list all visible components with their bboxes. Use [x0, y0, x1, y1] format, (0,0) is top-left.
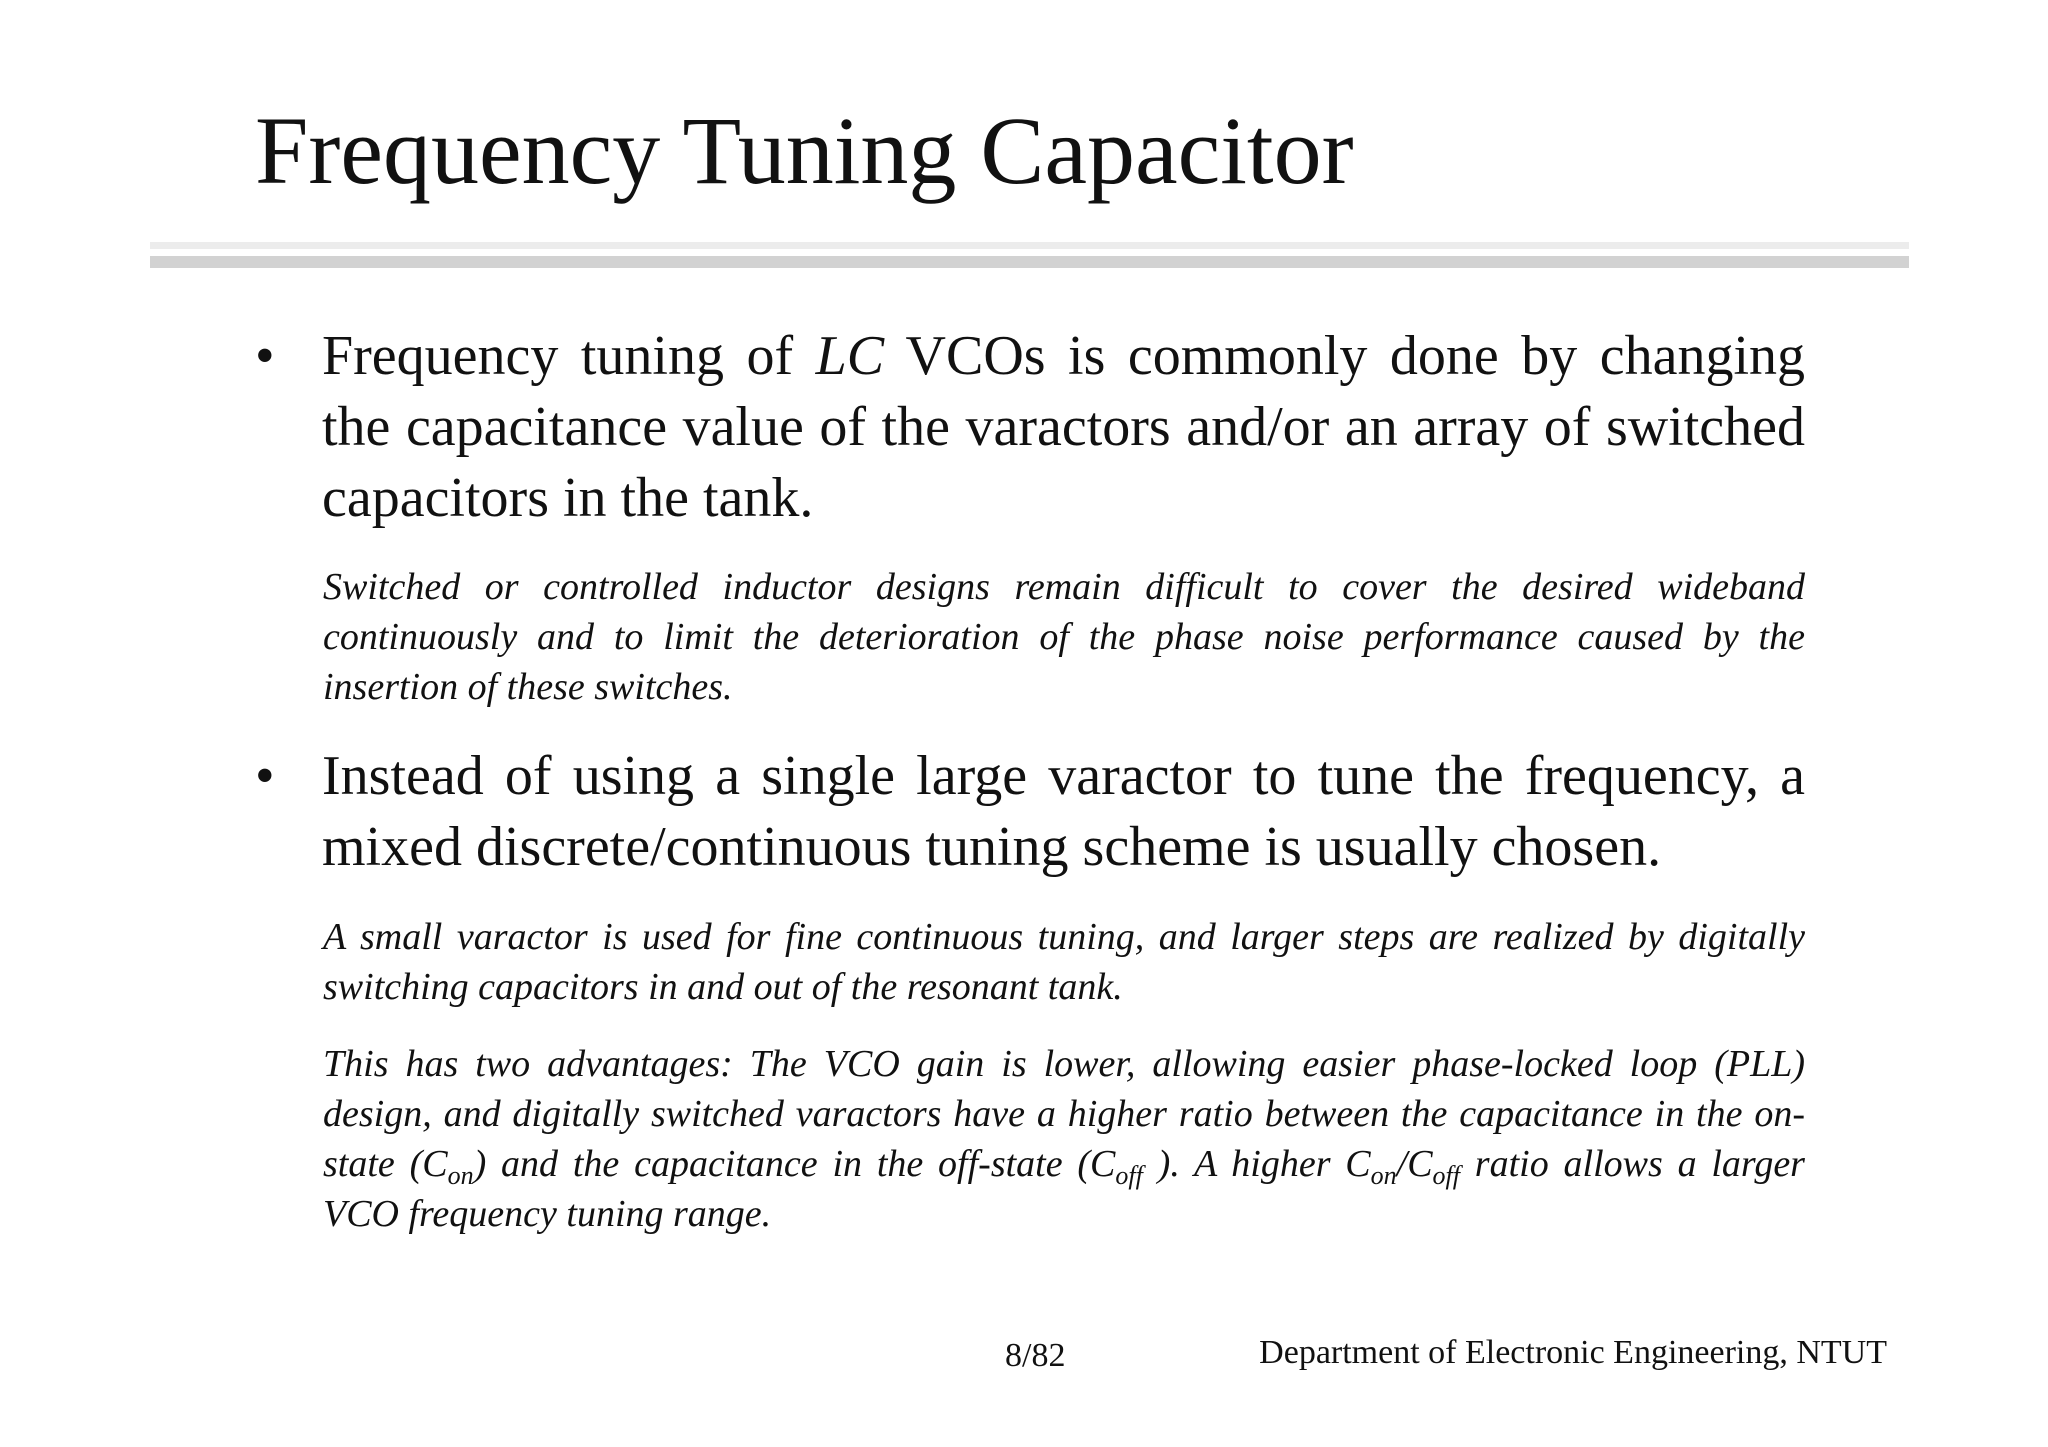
bullet-text: Instead of using a single large varactor to tune the frequency, a mixed discrete/continuous tuning scheme is usually chosen. — [322, 745, 1805, 878]
bullet-text-part: VCOs is commonly done by changing the capacitance value of the varactors and/or an array of switched capacitors in the tank. — [322, 325, 1805, 529]
department-footer: Department of Electronic Engineering, NTUT — [1259, 1334, 1887, 1371]
bullet-marker: • — [255, 325, 275, 387]
note-text-part: ratio allows a larger VCO frequency tuning range. — [323, 1143, 1805, 1235]
slide-title: Frequency Tuning Capacitor — [255, 97, 1354, 204]
bullet-item-frequency-tuning — [255, 321, 1805, 534]
subscript-on: on — [447, 1161, 474, 1190]
note-two-advantages — [323, 1039, 1805, 1239]
note-inductor-designs: Switched or controlled inductor designs remain difficult to cover the desired wideband continuously and to limit the deterioration of the phase noise performance caused by the insertion of these switches. — [323, 566, 1805, 708]
title-divider-dark — [150, 256, 1909, 268]
bullet-text-italic: LC — [815, 325, 885, 387]
note-text-part: This has two advantages: The VCO gain is lower, allowing easier phase-locked loop (PLL) design, and digitally switched varactors have a higher ratio between the capacitance in the on-state (C — [323, 1043, 1805, 1185]
note-text-part: ). A higher C — [1142, 1143, 1371, 1185]
subscript-on: on — [1370, 1161, 1397, 1190]
bullet-text — [322, 321, 1805, 534]
bullet-item-mixed-tuning — [255, 741, 1805, 883]
note-text-part: /C — [1396, 1143, 1433, 1185]
note-small-varactor: A small varactor is used for fine continuous tuning, and larger steps are realized by digitally switching capacitors in and out of the resonant tank. — [323, 916, 1805, 1008]
bullet-marker: • — [255, 745, 275, 807]
bullet-text-part: Frequency tuning of — [322, 325, 816, 387]
subscript-off: off — [1115, 1161, 1143, 1190]
title-divider-light — [150, 242, 1909, 249]
note-text-part: ) and the capacitance in the off-state (C — [473, 1143, 1116, 1185]
subscript-off: off — [1432, 1161, 1460, 1190]
page-number: 8/82 — [1005, 1337, 1066, 1374]
